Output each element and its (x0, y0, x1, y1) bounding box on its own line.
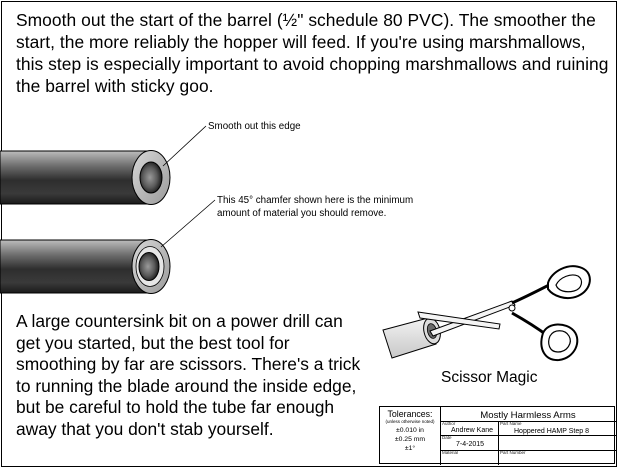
part-name-value: Hoppered HAMP Step 8 (514, 428, 589, 435)
leader-line-edge (163, 126, 206, 166)
callout-chamfer-line1: This 45° chamfer shown here is the minimum (217, 195, 414, 206)
tolerance-inches: ±0.010 in (396, 427, 424, 434)
company-name: Mostly Harmless Arms (480, 410, 576, 421)
tolerance-mm: ±0.25 mm (394, 436, 426, 443)
scissors-illustration (383, 266, 590, 360)
figure-caption: Scissor Magic (441, 369, 538, 386)
pvc-tube-chamfered (0, 240, 170, 294)
part-number-label: Part Number (500, 450, 526, 455)
date-value: 7-4-2015 (456, 441, 485, 448)
callout-chamfer-line2: amount of material you should remove. (217, 207, 387, 219)
pvc-tube-top (0, 151, 170, 205)
tolerance-degrees: ±1° (404, 445, 416, 452)
leader-line-chamfer (161, 200, 215, 247)
date-label: Date (442, 435, 452, 440)
title-block (379, 406, 615, 464)
tolerances-subtitle: (unless otherwise noted) (385, 419, 435, 424)
tolerances-title: Tolerances: (387, 409, 433, 419)
part-name-label: Part Name (500, 421, 522, 426)
callout-smooth-edge-text: Smooth out this edge (208, 121, 301, 132)
callout-chamfer (217, 195, 413, 220)
author-label: Author (442, 421, 456, 426)
callout-smooth-edge (208, 121, 301, 134)
body-paragraph: A large countersink bit on a power drill can get you started, but the best tool for smoothing by far are scissors. There's a trick to running the blade around the inside edge, but be careful to hold the tube far enough away that you don't stab yourself. (16, 311, 361, 439)
material-label: Material (442, 450, 459, 455)
author-value: Andrew Kane (451, 427, 494, 434)
intro-paragraph: Smooth out the start of the barrel (½" schedule 80 PVC). The smoother the start, the more reliably the hopper will feed. If you're using marshmallows, this step is especially important to avoid chopping marshmallows and ruining the barrel with sticky goo. (16, 10, 609, 96)
